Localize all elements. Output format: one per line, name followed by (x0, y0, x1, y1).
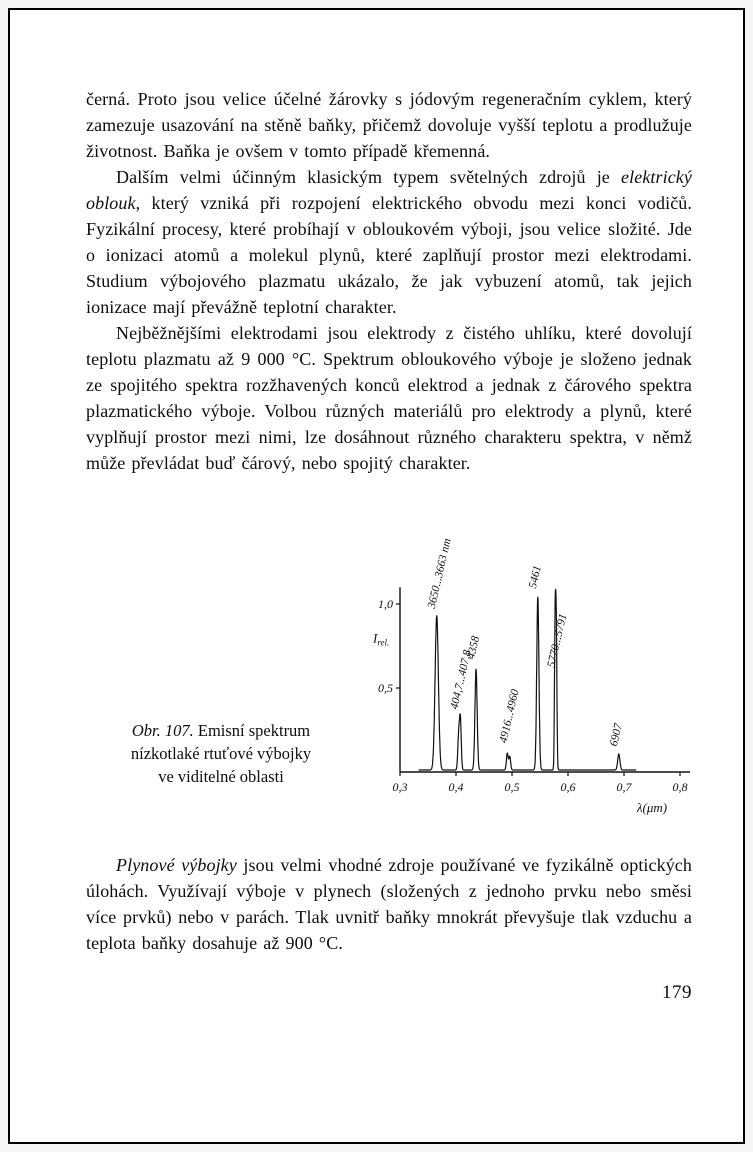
text-run: černá. Proto jsou velice účelné žárovky s jódovým regeneračním cyklem, který zamezuje usazování na stěně baňky, přičemž dovoluje vyšší teplotu a prodlužuje životnost. Baňka je ovšem v tomto případě křemenná. (86, 89, 692, 161)
peak-label: 6907 (608, 722, 625, 748)
paragraph (86, 164, 692, 320)
peak-label: 5770...5791 (545, 612, 570, 669)
figure-caption-line (132, 719, 310, 742)
x-tick-label: 0,8 (672, 780, 688, 794)
paragraph (86, 320, 692, 476)
page-number: 179 (662, 982, 692, 1003)
figure-107 (86, 490, 692, 834)
text-run: Dalším velmi účinným klasickým typem světelných zdrojů je (116, 167, 622, 187)
book-page-frame (8, 8, 745, 1144)
emission-spectrum-svg (370, 490, 692, 834)
page-content (86, 86, 692, 1004)
peak-label: 4358 (465, 635, 483, 661)
x-tick-label: 0,6 (560, 780, 576, 794)
text-block-bottom (86, 852, 692, 956)
text-run: nízkotlaké rtuťové výbojky (130, 744, 312, 763)
paragraph (86, 852, 692, 956)
peak-label: 3650...3663 nm (425, 537, 454, 610)
y-tick-label: 1,0 (378, 597, 393, 611)
peak-label: 404,7...407,8 (448, 648, 474, 711)
figure-caption (86, 490, 370, 834)
peak-label: 5461 (527, 564, 544, 590)
text-run: Nejběžnějšími elektrodami jsou elektrody z čistého uhlíku, které dovolují teplotu plazmatu až 9 000 °C. Spektrum obloukového výboje je složeno jednak ze spojitého spektra rozžhavených konců elektrod a jednak z čárového spektra plazmatického výboje. Volbou různých materiálů pro elektrody a plynů, které vyplňují prostor mezi nimi, lze dosáhnout různého charakteru spektra, v němž může převládat buď čárový, nebo spojitý charakter. (86, 323, 692, 473)
y-tick-label: 0,5 (378, 681, 393, 695)
spectrum-chart (370, 490, 692, 834)
text-run: Emisní spektrum (193, 721, 311, 740)
text-run: jsou velmi vhodné zdroje používané ve fyzikálně optických úlohách. Využívají výboje v plynech (složených z jednoho prvku nebo směsi více prvků) nebo v parách. Tlak uvnitř baňky mnokrát převyšuje tlak vzduchu a teplota baňky dosahuje až 900 °C. (86, 855, 692, 953)
y-axis-label: $I_{rel.}$ (373, 630, 390, 648)
x-axis-label: λ(μm) (636, 800, 668, 815)
spectrum-curve (419, 589, 637, 770)
x-tick-label: 0,4 (448, 780, 464, 794)
italic-text-run: elektrický oblouk (86, 167, 692, 213)
italic-text-run: Plynové výbojky (116, 855, 237, 875)
figure-caption-line (131, 742, 311, 765)
x-tick-label: 0,5 (504, 780, 520, 794)
paragraph (86, 86, 692, 164)
figure-caption-line (158, 765, 284, 788)
text-run: ve viditelné oblasti (158, 767, 284, 786)
text-run: , který vzniká při rozpojení elektrického obvodu mezi konci vodičů. Fyzikální procesy, které probíhají v obloukovém výboji, jsou velice složité. Jde o ionizaci atomů a molekul plynů, které zaplňují prostor mezi elektrodami. Studium výbojového plazmatu ukázalo, že jak vybuzení atomů, tak jejich ionizace mají převážně teplotní charakter. (86, 193, 692, 317)
x-tick-label: 0,3 (392, 780, 408, 794)
peak-label: 4916...4960 (497, 688, 522, 745)
italic-text-run: Obr. 107. (131, 721, 194, 740)
x-tick-label: 0,7 (616, 780, 632, 794)
text-block-top (86, 86, 692, 476)
